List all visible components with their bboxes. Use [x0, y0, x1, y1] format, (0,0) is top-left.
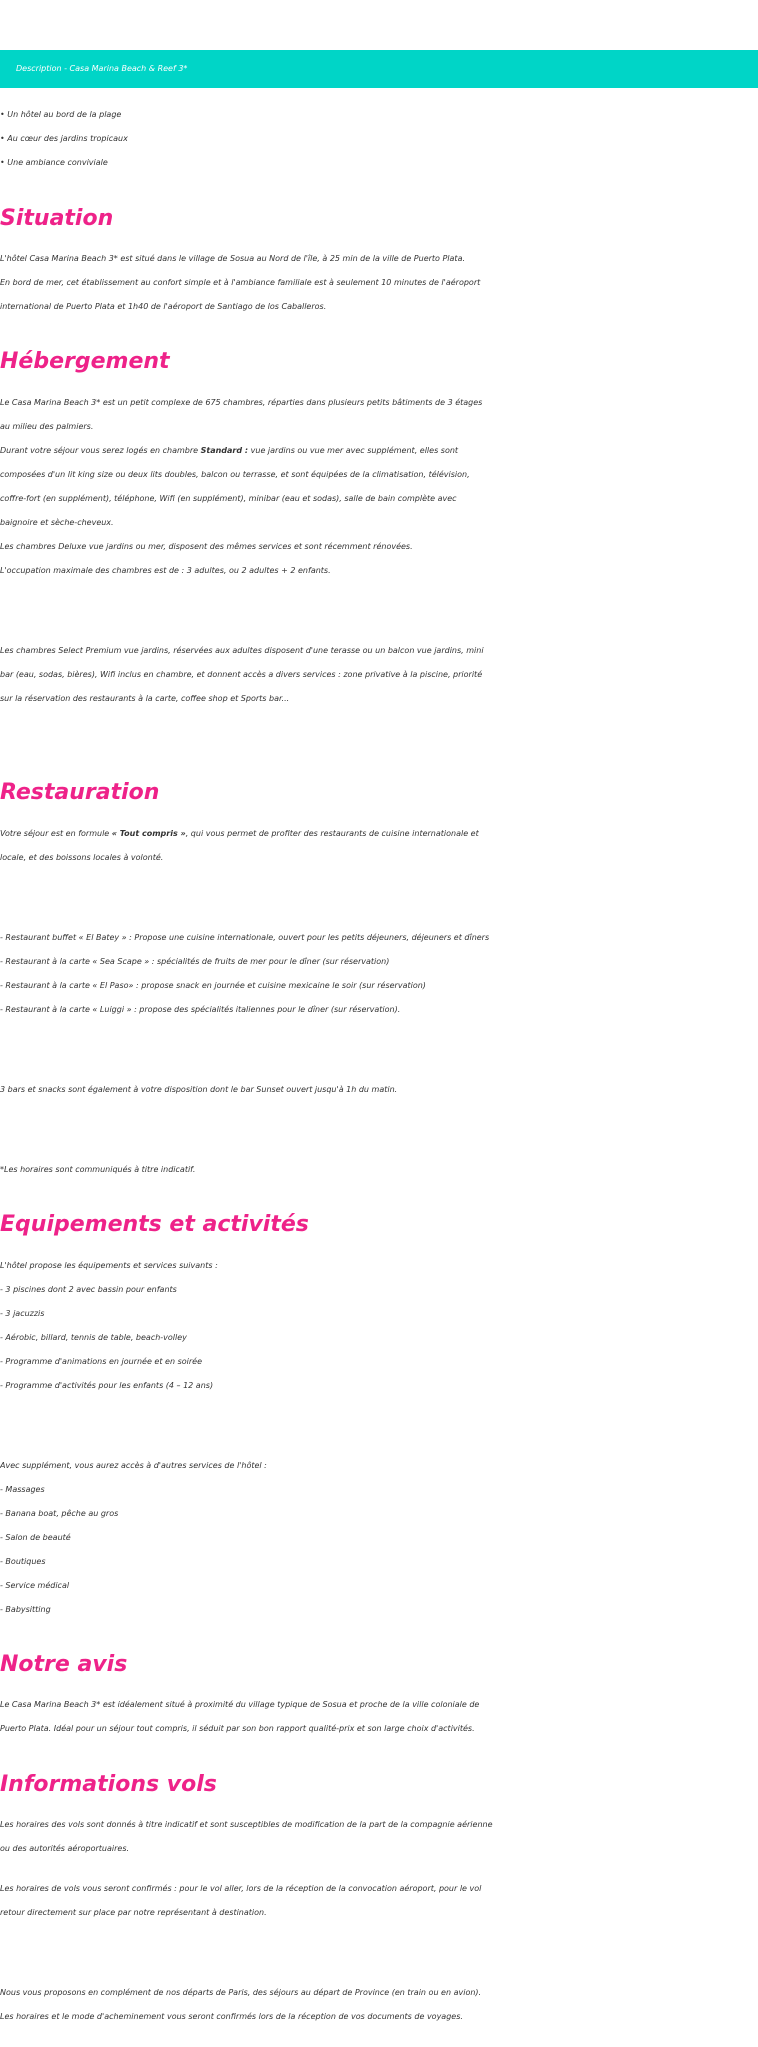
vols-text-2 [0, 1877, 756, 1925]
heading-situation: Situation [0, 206, 114, 231]
text-line: Les horaires des vols sont donnés à titre indicatif et sont susceptibles de modification de la part de la compagnie aérienne [0, 1820, 493, 1829]
page-title: Description - Casa Marina Beach & Reef 3* [0, 50, 758, 88]
text-line: Votre séjour est en formule « Tout compris », qui vous permet de profiter des restaurants de cuisine internationale et [0, 829, 479, 838]
situation-text [0, 247, 756, 319]
supplement-list [0, 1454, 756, 1622]
hours-note [0, 1158, 756, 1182]
text-line: international de Puerto Plata et 1h40 de l'aéroport de Santiago de los Caballeros. [0, 302, 327, 311]
equipements-list [0, 1254, 756, 1398]
text-line: au milieu des palmiers. [0, 422, 94, 431]
list-item: - Service médical [0, 1581, 70, 1590]
heading-hebergement: Hébergement [0, 349, 170, 374]
text-line: Le Casa Marina Beach 3* est idéalement situé à proximité du village typique de Sosua et proche de la ville coloniale de [0, 1700, 480, 1709]
list-item: • Un hôtel au bord de la plage [0, 110, 122, 119]
restaurant-list [0, 926, 756, 1022]
text-line: Durant votre séjour vous serez logés en chambre Standard : vue jardins ou vue mer avec supplément, elles sont [0, 446, 459, 455]
text-line: sur la réservation des restaurants à la carte, coffee shop et Sports bar... [0, 694, 290, 703]
room-type-label: Standard : [200, 446, 249, 455]
text-line: 3 bars et snacks sont également à votre disposition dont le bar Sunset ouvert jusqu'à 1h du matin. [0, 1085, 398, 1094]
list-item: - 3 jacuzzis [0, 1309, 45, 1318]
text-line: Les chambres Select Premium vue jardins, réservées aux adultes disposent d'une terasse ou un balcon vue jardins, mini [0, 646, 484, 655]
avis-text [0, 1693, 756, 1741]
heading-restauration: Restauration [0, 780, 160, 805]
vols-text-3 [0, 1981, 756, 2029]
text-line: Les horaires et le mode d'acheminement vous seront confirmés lors de la réception de vos documents de voyages. [0, 2012, 463, 2021]
list-item: - Restaurant à la carte « Sea Scape » : spécialités de fruits de mer pour le dîner (sur réservation) [0, 957, 390, 966]
list-item: - Restaurant à la carte « El Paso» : propose snack en journée et cuisine mexicaine le soir (sur réservation) [0, 981, 426, 990]
list-item: - Massages [0, 1485, 45, 1494]
list-item: - Salon de beauté [0, 1533, 71, 1542]
vols-text-1 [0, 1813, 756, 1861]
text-line: Les chambres Deluxe vue jardins ou mer, disposent des mêmes services et sont récemment rénovées. [0, 542, 413, 551]
list-item: - Programme d'activités pour les enfants (4 – 12 ans) [0, 1381, 214, 1390]
list-item: - Babysitting [0, 1605, 51, 1614]
list-item: • Une ambiance conviviale [0, 158, 108, 167]
text-line: composées d'un lit king size ou deux lits doubles, balcon ou terrasse, et sont équipées de la climatisation, télévision, [0, 470, 470, 479]
restauration-intro [0, 822, 756, 870]
list-item: - Banana boat, pêche au gros [0, 1509, 119, 1518]
text-line: Nous vous proposons en complément de nos départs de Paris, des séjours au départ de Province (en train ou en avion). [0, 1988, 482, 1997]
text-line: bar (eau, sodas, bières), Wifi inclus en chambre, et donnent accès a divers services : zone privative à la piscine, priorité [0, 670, 483, 679]
formula-label: « Tout compris » [111, 829, 186, 838]
text-line: baignoire et sèche-cheveux. [0, 518, 114, 527]
list-item: L'hôtel propose les équipements et services suivants : [0, 1261, 218, 1270]
hebergement-text [0, 391, 756, 583]
list-item: - Restaurant buffet « El Batey » : Propose une cuisine internationale, ouvert pour les petits déjeuners, déjeuners et dîners [0, 933, 490, 942]
list-item: - Restaurant à la carte « Luiggi » : propose des spécialités italiennes pour le dîner (sur réservation). [0, 1005, 401, 1014]
heading-equipements: Equipements et activités [0, 1212, 309, 1237]
intro-list [0, 103, 756, 175]
text-line: Puerto Plata. Idéal pour un séjour tout compris, il séduit par son bon rapport qualité-prix et son large choix d'activités. [0, 1724, 475, 1733]
text-line: L'occupation maximale des chambres est de : 3 adultes, ou 2 adultes + 2 enfants. [0, 566, 331, 575]
list-item: - Boutiques [0, 1557, 46, 1566]
text-line: ou des autorités aéroportuaires. [0, 1844, 130, 1853]
list-item: - Programme d'animations en journée et en soirée [0, 1357, 202, 1366]
text-line: Le Casa Marina Beach 3* est un petit complexe de 675 chambres, réparties dans plusieurs petits bâtiments de 3 étages [0, 398, 483, 407]
list-item: - Aérobic, billard, tennis de table, beach-volley [0, 1333, 187, 1342]
text-line: retour directement sur place par notre représentant à destination. [0, 1908, 267, 1917]
list-item: Avec supplément, vous aurez accès à d'autres services de l'hôtel : [0, 1461, 267, 1470]
heading-avis: Notre avis [0, 1652, 128, 1677]
text-line: En bord de mer, cet établissement au confort simple et à l'ambiance familiale est à seulement 10 minutes de l'aéroport [0, 278, 481, 287]
text-line: L'hôtel Casa Marina Beach 3* est situé dans le village de Sosua au Nord de l'île, à 25 min de la ville de Puerto Plata. [0, 254, 466, 263]
heading-vols: Informations vols [0, 1772, 217, 1797]
text-line: *Les horaires sont communiqués à titre indicatif. [0, 1165, 196, 1174]
hebergement-premium-text [0, 639, 756, 711]
text-line: coffre-fort (en supplément), téléphone, Wifi (en supplément), minibar (eau et sodas), salle de bain complète avec [0, 494, 457, 503]
list-item: • Au cœur des jardins tropicaux [0, 134, 128, 143]
list-item: - 3 piscines dont 2 avec bassin pour enfants [0, 1285, 177, 1294]
text-line: Les horaires de vols vous seront confirmés : pour le vol aller, lors de la réception de la convocation aéroport, pour le vol [0, 1884, 482, 1893]
text-line: locale, et des boissons locales à volonté. [0, 853, 164, 862]
bars-text [0, 1078, 756, 1102]
